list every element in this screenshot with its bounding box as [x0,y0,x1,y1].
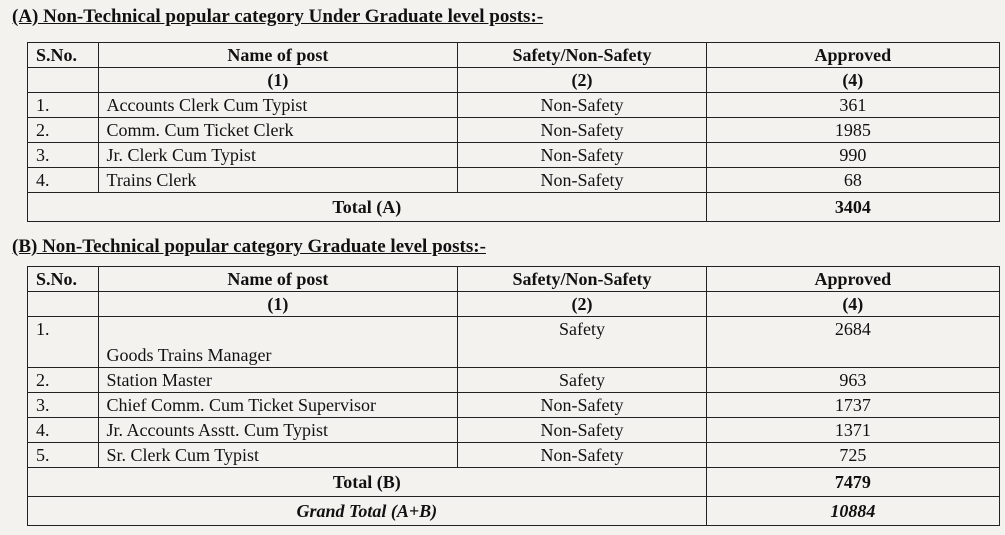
cell-name: Comm. Cum Ticket Clerk [98,118,458,143]
subheader-row [28,68,1000,93]
section-b-title: (B) Non-Technical popular category Graduate level posts:- [12,236,486,257]
subheader-name: (1) [98,68,458,93]
subheader-approved: (4) [706,68,999,93]
subheader-sno [28,292,99,317]
cell-safety: Non-Safety [458,93,706,118]
table-row [28,317,1000,368]
cell-approved: 990 [706,143,999,168]
subheader-safety: (2) [458,292,706,317]
cell-sno: 4. [28,418,99,443]
table-row [28,168,1000,193]
cell-sno: 3. [28,143,99,168]
cell-safety: Non-Safety [458,168,706,193]
table-row [28,93,1000,118]
header-sno: S.No. [28,43,99,68]
cell-safety: Non-Safety [458,443,706,468]
header-row [28,43,1000,68]
subheader-row [28,292,1000,317]
header-approved: Approved [706,267,999,292]
cell-name: Trains Clerk [98,168,458,193]
table-row [28,443,1000,468]
cell-sno: 5. [28,443,99,468]
cell-name: Chief Comm. Cum Ticket Supervisor [98,393,458,418]
cell-safety: Safety [458,368,706,393]
table-row [28,118,1000,143]
cell-name: Station Master [98,368,458,393]
subheader-sno [28,68,99,93]
total-value: 3404 [706,193,999,222]
cell-safety: Non-Safety [458,118,706,143]
total-value: 7479 [706,468,999,497]
header-name: Name of post [98,43,458,68]
cell-name: Accounts Clerk Cum Typist [98,93,458,118]
section-b-table [27,266,1000,526]
subheader-name: (1) [98,292,458,317]
cell-name: Jr. Clerk Cum Typist [98,143,458,168]
cell-approved: 725 [706,443,999,468]
cell-sno: 1. [28,93,99,118]
header-row [28,267,1000,292]
cell-safety: Non-Safety [458,418,706,443]
cell-name: Jr. Accounts Asstt. Cum Typist [98,418,458,443]
cell-safety: Non-Safety [458,143,706,168]
cell-sno: 3. [28,393,99,418]
table-row [28,368,1000,393]
section-a-table [27,42,1000,222]
cell-approved: 963 [706,368,999,393]
grand-total-value: 10884 [706,497,999,526]
header-name: Name of post [98,267,458,292]
total-row [28,468,1000,497]
header-safety: Safety/Non-Safety [458,267,706,292]
table-row [28,418,1000,443]
header-approved: Approved [706,43,999,68]
grand-total-label: Grand Total (A+B) [28,497,707,526]
cell-approved: 361 [706,93,999,118]
total-label: Total (A) [28,193,707,222]
section-a-title: (A) Non-Technical popular category Under Graduate level posts:- [12,6,544,27]
grand-total-row [28,497,1000,526]
cell-name: Sr. Clerk Cum Typist [98,443,458,468]
cell-name: Goods Trains Manager [98,317,458,368]
cell-approved: 68 [706,168,999,193]
cell-sno: 1. [28,317,99,368]
cell-safety: Safety [458,317,706,368]
cell-sno: 2. [28,368,99,393]
subheader-safety: (2) [458,68,706,93]
cell-safety: Non-Safety [458,393,706,418]
total-row [28,193,1000,222]
table-row [28,393,1000,418]
cell-sno: 2. [28,118,99,143]
cell-approved: 2684 [706,317,999,368]
cell-approved: 1985 [706,118,999,143]
cell-approved: 1737 [706,393,999,418]
cell-approved: 1371 [706,418,999,443]
header-safety: Safety/Non-Safety [458,43,706,68]
header-sno: S.No. [28,267,99,292]
subheader-approved: (4) [706,292,999,317]
total-label: Total (B) [28,468,707,497]
cell-sno: 4. [28,168,99,193]
table-row [28,143,1000,168]
